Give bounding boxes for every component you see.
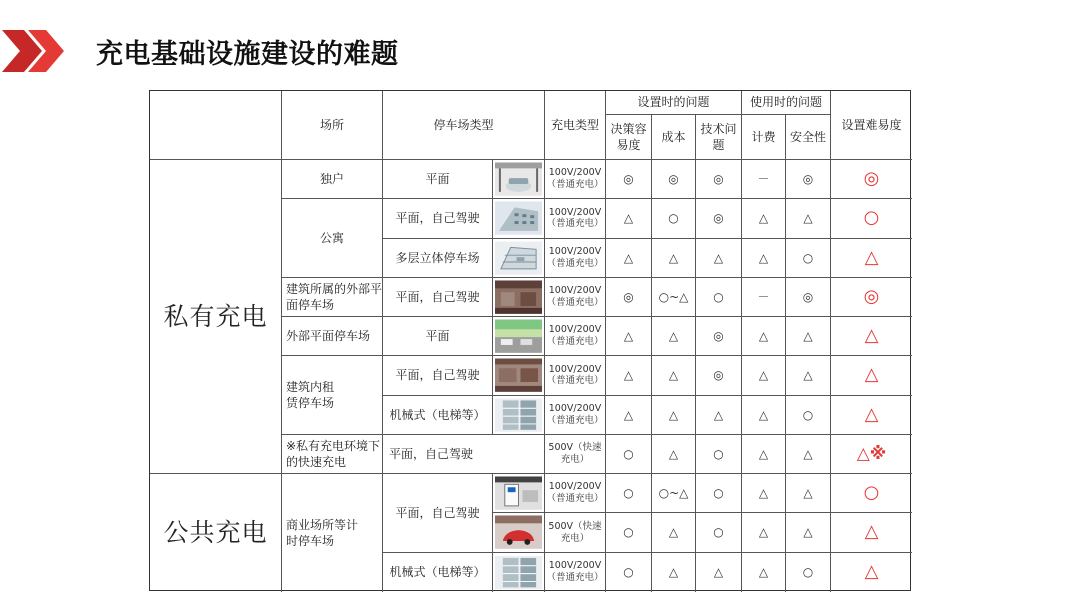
value-tech: ○: [696, 278, 742, 317]
value-cost: △: [652, 513, 696, 552]
comparison-table: [149, 90, 911, 591]
difficulty-rating: △: [831, 513, 912, 552]
value-decision: ◎: [606, 160, 652, 199]
value-safety: △: [786, 356, 831, 395]
parking-type: 平面，自己驾驶: [383, 356, 493, 395]
outdoor-lot-photo: [493, 317, 545, 356]
garage-photo: [493, 278, 545, 317]
parking-type: 平面: [383, 317, 493, 356]
carport-photo: [493, 160, 545, 199]
difficulty-rating: △: [831, 239, 912, 278]
charge-type: 100V/200V（普通充电）: [545, 239, 606, 278]
value-decision: ◎: [606, 278, 652, 317]
charge-type: 100V/200V（普通充电）: [545, 199, 606, 238]
page-title: 充电基础设施建设的难题: [96, 39, 399, 70]
value-decision: ○: [606, 474, 652, 513]
place-house: 独户: [282, 160, 383, 199]
value-tech: △: [696, 239, 742, 278]
header-parking-type: 停车场类型: [383, 91, 545, 160]
value-safety: △: [786, 317, 831, 356]
value-decision: △: [606, 317, 652, 356]
header-billing: 计费: [742, 115, 786, 160]
place-rental: 建筑内租赁停车场: [282, 356, 383, 435]
value-decision: △: [606, 356, 652, 395]
place-commercial: 商业场所等计时停车场: [282, 474, 383, 592]
value-tech: △: [696, 553, 742, 592]
difficulty-rating: △: [831, 317, 912, 356]
parking-type: 平面: [383, 160, 493, 199]
difficulty-rating: ○: [831, 474, 912, 513]
place-fast: ※私有充电环境下的快速充电: [282, 435, 383, 474]
charge-type: 100V/200V（普通充电）: [545, 553, 606, 592]
commercial-charger-photo: [493, 474, 545, 513]
value-billing: △: [742, 513, 786, 552]
header-empty-cell: [150, 91, 282, 160]
charge-type: 100V/200V（普通充电）: [545, 317, 606, 356]
value-tech: ◎: [696, 356, 742, 395]
charge-type: 100V/200V（普通充电）: [545, 356, 606, 395]
value-billing: △: [742, 474, 786, 513]
indoor-lot-photo: [493, 356, 545, 395]
value-billing: △: [742, 199, 786, 238]
multistory-photo: [493, 239, 545, 278]
value-billing: －: [742, 160, 786, 199]
value-cost: ○~△: [652, 474, 696, 513]
place-outdoor-flat: 外部平面停车场: [282, 317, 383, 356]
value-billing: △: [742, 553, 786, 592]
charge-type: 100V/200V（普通充电）: [545, 278, 606, 317]
parking-type: 平面，自己驾驶: [383, 278, 493, 317]
charge-type: 500V（快速充电）: [545, 435, 606, 474]
header-decision: 决策容易度: [606, 115, 652, 160]
difficulty-rating: ◎: [831, 160, 912, 199]
value-tech: ◎: [696, 317, 742, 356]
value-safety: ◎: [786, 278, 831, 317]
parking-type: 平面，自己驾驶: [383, 474, 493, 553]
charge-type: 100V/200V（普通充电）: [545, 396, 606, 435]
value-tech: ◎: [696, 199, 742, 238]
charge-type: 100V/200V（普通充电）: [545, 160, 606, 199]
header-cost: 成本: [652, 115, 696, 160]
difficulty-rating: △: [831, 396, 912, 435]
value-billing: △: [742, 317, 786, 356]
value-tech: ◎: [696, 160, 742, 199]
value-cost: △: [652, 239, 696, 278]
value-safety: △: [786, 199, 831, 238]
header-safety: 安全性: [786, 115, 831, 160]
header-setup-issues: 设置时的问题: [606, 91, 742, 115]
value-cost: ◎: [652, 160, 696, 199]
difficulty-rating: △※: [831, 435, 912, 474]
value-cost: △: [652, 396, 696, 435]
place-apartment: 公寓: [282, 199, 383, 278]
value-cost: ○: [652, 199, 696, 238]
value-safety: △: [786, 474, 831, 513]
value-billing: －: [742, 278, 786, 317]
value-tech: △: [696, 396, 742, 435]
header-charge-type: 充电类型: [545, 91, 606, 160]
value-safety: △: [786, 435, 831, 474]
value-safety: ○: [786, 553, 831, 592]
value-tech: ○: [696, 474, 742, 513]
header-difficulty: 设置难易度: [831, 91, 912, 160]
difficulty-rating: △: [864, 561, 879, 583]
value-safety: ◎: [786, 160, 831, 199]
value-cost: △: [652, 435, 696, 474]
value-cost: △: [652, 356, 696, 395]
difficulty-rating: ○: [831, 199, 912, 238]
value-decision: △: [606, 199, 652, 238]
value-cost: ○~△: [652, 278, 696, 317]
header-use-issues: 使用时的问题: [742, 91, 831, 115]
group-public: 公共充电: [150, 474, 282, 592]
value-billing: △: [742, 396, 786, 435]
chevron-logo-icon: [2, 30, 68, 72]
value-decision: △: [606, 396, 652, 435]
mechanical-lot-photo: [493, 396, 545, 435]
place-outdoor-building: 建筑所属的外部平面停车场: [282, 278, 383, 317]
group-private: 私有充电: [150, 160, 282, 474]
value-billing: △: [742, 356, 786, 395]
value-tech: ○: [696, 513, 742, 552]
value-safety: ○: [786, 239, 831, 278]
value-billing: △: [742, 435, 786, 474]
parking-type: 机械式（电梯等）: [383, 553, 493, 592]
parking-type: 多层立体停车场: [383, 239, 493, 278]
charge-type: 500V（快速充电）: [545, 513, 606, 552]
mechanical-lot-photo: [493, 553, 545, 592]
value-safety: △: [786, 513, 831, 552]
value-cost: △: [652, 317, 696, 356]
difficulty-rating: △: [831, 356, 912, 395]
value-decision: ○: [606, 513, 652, 552]
car-photo: [493, 513, 545, 552]
parking-type: 平面，自己驾驶: [383, 199, 493, 238]
value-decision: △: [606, 239, 652, 278]
apartment-photo: [493, 199, 545, 238]
value-decision: ○: [606, 435, 652, 474]
value-billing: △: [742, 239, 786, 278]
parking-type: 机械式（电梯等）: [383, 396, 493, 435]
header-tech: 技术问题: [696, 115, 742, 160]
charge-type: 100V/200V（普通充电）: [545, 474, 606, 513]
parking-type: 平面，自己驾驶: [383, 435, 545, 474]
value-tech: ○: [696, 435, 742, 474]
value-decision: ○: [606, 553, 652, 592]
value-safety: ○: [786, 396, 831, 435]
header-place: 场所: [282, 91, 383, 160]
value-cost: △: [652, 553, 696, 592]
difficulty-rating: ◎: [831, 278, 912, 317]
